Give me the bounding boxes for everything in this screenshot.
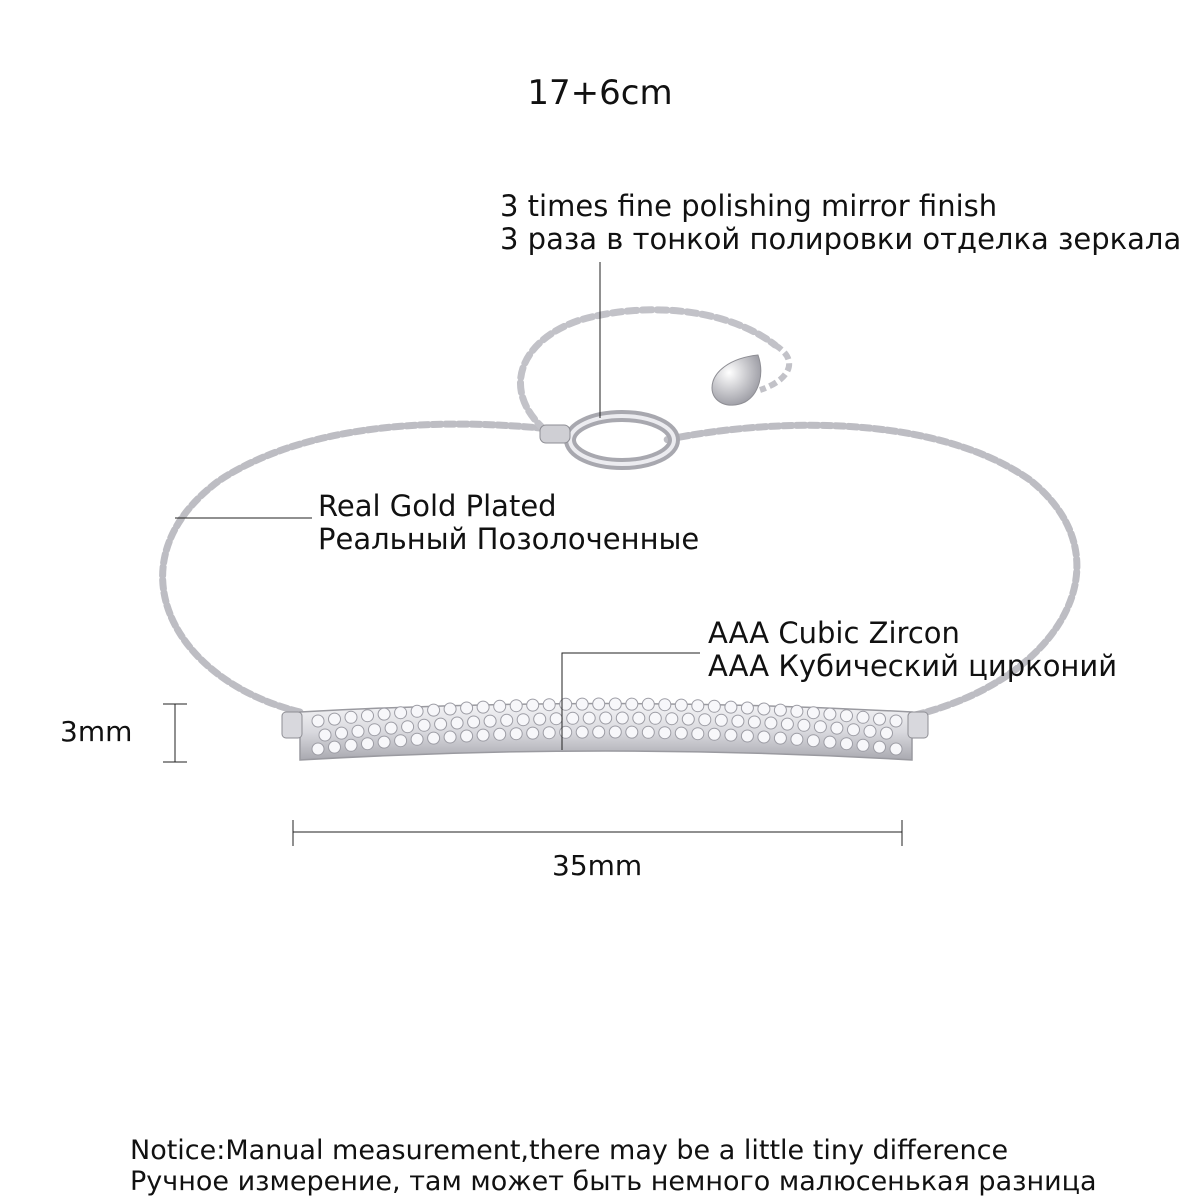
zircon-stone xyxy=(725,701,737,713)
zircon-stone xyxy=(659,727,671,739)
zircon-stone xyxy=(593,698,605,710)
zircon-stone xyxy=(395,707,407,719)
zircon-stone xyxy=(395,735,407,747)
zircon-stone xyxy=(807,735,819,747)
zircon-stone xyxy=(477,701,489,713)
zircon-stone xyxy=(369,724,381,736)
zircon-stone xyxy=(699,714,711,726)
zircon-stone xyxy=(741,730,753,742)
zircon-stone xyxy=(675,699,687,711)
zircon-stone xyxy=(874,713,886,725)
zircon-stone xyxy=(791,733,803,745)
zircon-stone xyxy=(715,714,727,726)
measurement-notice xyxy=(130,1135,1097,1197)
zircon-stone xyxy=(609,726,621,738)
zircon-stone xyxy=(791,705,803,717)
zircon-stone xyxy=(857,711,869,723)
length-label: 17+6cm xyxy=(527,73,673,113)
zircon-stone xyxy=(362,710,374,722)
zircon-stone xyxy=(642,698,654,710)
zircon-stone xyxy=(576,698,588,710)
zircon-stone xyxy=(428,704,440,716)
zircon-stone xyxy=(312,743,324,755)
zircon-stone xyxy=(675,727,687,739)
zircon-stone xyxy=(583,712,595,724)
zircon-stone xyxy=(626,698,638,710)
zircon-stone xyxy=(345,711,357,723)
zircon-stone xyxy=(774,732,786,744)
zircon-stone xyxy=(362,738,374,750)
zircon-callout xyxy=(708,617,1117,684)
polish-callout-ru: 3 раза в тонкой полировки отделка зеркала xyxy=(500,222,1182,257)
zircon-stone xyxy=(494,728,506,740)
zircon-stone xyxy=(543,699,555,711)
zircon-stone xyxy=(682,713,694,725)
zircon-stone xyxy=(352,725,364,737)
zircon-stone xyxy=(378,736,390,748)
extension-drop-chain xyxy=(760,345,789,390)
gold-callout xyxy=(318,490,699,557)
drop-charm xyxy=(712,355,761,405)
zircon-stone xyxy=(567,712,579,724)
notice-ru: Ручное измерение, там может быть немного малюсенькая разница xyxy=(130,1166,1097,1198)
zircon-stone xyxy=(774,704,786,716)
zircon-stone xyxy=(633,712,645,724)
zircon-stone xyxy=(841,710,853,722)
zircon-stone xyxy=(517,714,529,726)
zircon-stone xyxy=(329,713,341,725)
zircon-stone xyxy=(428,732,440,744)
zircon-stone xyxy=(666,713,678,725)
zircon-stone xyxy=(890,743,902,755)
zircon-stone xyxy=(642,726,654,738)
zircon-stone xyxy=(807,707,819,719)
zircon-callout-ru: AAA Кубический цирконий xyxy=(708,649,1118,684)
zircon-stone xyxy=(312,715,324,727)
zircon-stone xyxy=(649,712,661,724)
gold-callout-en: Real Gold Plated xyxy=(318,489,557,523)
height-dimension-marker xyxy=(163,704,187,762)
width-dimension-label: 35mm xyxy=(552,849,643,882)
lobster-clasp xyxy=(540,416,674,464)
zircon-stone xyxy=(461,730,473,742)
zircon-stone xyxy=(781,718,793,730)
zircon-stone xyxy=(814,721,826,733)
zircon-stone xyxy=(336,727,348,739)
zircon-stone xyxy=(501,714,513,726)
zircon-stone xyxy=(616,712,628,724)
height-dimension-label: 3mm xyxy=(60,715,133,748)
zircon-stone xyxy=(848,724,860,736)
zircon-stone xyxy=(881,727,893,739)
zircon-stone xyxy=(748,716,760,728)
zircon-stone xyxy=(708,728,720,740)
zircon-bar xyxy=(300,698,912,760)
zircon-stone xyxy=(576,726,588,738)
zircon-stone xyxy=(732,715,744,727)
zircon-stone xyxy=(758,731,770,743)
zircon-stone xyxy=(864,725,876,737)
zircon-stone xyxy=(494,700,506,712)
bar-right-end xyxy=(908,712,928,738)
width-dimension-marker xyxy=(293,820,902,846)
zircon-stone xyxy=(527,699,539,711)
zircon-stone xyxy=(824,708,836,720)
zircon-stone xyxy=(527,727,539,739)
zircon-stone xyxy=(444,731,456,743)
zircon-stone xyxy=(741,702,753,714)
zircon-stone xyxy=(468,716,480,728)
zircon-stone xyxy=(411,705,423,717)
zircon-stone xyxy=(435,718,447,730)
zircon-stone xyxy=(600,712,612,724)
zircon-stone xyxy=(824,736,836,748)
zircon-stone xyxy=(692,700,704,712)
zircon-stone xyxy=(593,726,605,738)
zircon-stone xyxy=(411,733,423,745)
zircon-stone xyxy=(609,698,621,710)
zircon-stone xyxy=(626,726,638,738)
zircon-stone xyxy=(543,727,555,739)
zircon-stone xyxy=(708,700,720,712)
zircon-stone xyxy=(798,719,810,731)
zircon-stone xyxy=(385,722,397,734)
zircon-stone xyxy=(510,700,522,712)
zircon-stone xyxy=(890,715,902,727)
zircon-stone xyxy=(874,741,886,753)
zircon-stone xyxy=(857,739,869,751)
zircon-stone xyxy=(402,721,414,733)
notice-en: Notice:Manual measurement,there may be a little tiny difference xyxy=(130,1135,1009,1166)
zircon-stone xyxy=(550,713,562,725)
zircon-stone xyxy=(659,699,671,711)
zircon-stone xyxy=(831,722,843,734)
zircon-stone xyxy=(477,729,489,741)
zircon-stone xyxy=(451,717,463,729)
zircon-stone xyxy=(319,729,331,741)
zircon-stone xyxy=(510,728,522,740)
zircon-stone xyxy=(765,717,777,729)
polish-callout xyxy=(500,190,1181,257)
zircon-stone xyxy=(758,703,770,715)
bar-left-end xyxy=(282,712,302,738)
zircon-stone xyxy=(484,715,496,727)
zircon-stone xyxy=(444,703,456,715)
polish-callout-en: 3 times fine polishing mirror finish xyxy=(500,189,998,223)
zircon-stone xyxy=(725,729,737,741)
zircon-stone xyxy=(329,741,341,753)
zircon-stone xyxy=(841,738,853,750)
chain-left xyxy=(163,424,560,712)
zircon-stone xyxy=(378,708,390,720)
zircon-stone xyxy=(692,728,704,740)
zircon-callout-en: AAA Cubic Zircon xyxy=(708,616,960,650)
zircon-stone xyxy=(345,739,357,751)
zircon-stone xyxy=(418,719,430,731)
zircon-stone xyxy=(461,702,473,714)
gold-callout-ru: Реальный Позолоченные xyxy=(318,522,700,557)
zircon-stone xyxy=(534,713,546,725)
